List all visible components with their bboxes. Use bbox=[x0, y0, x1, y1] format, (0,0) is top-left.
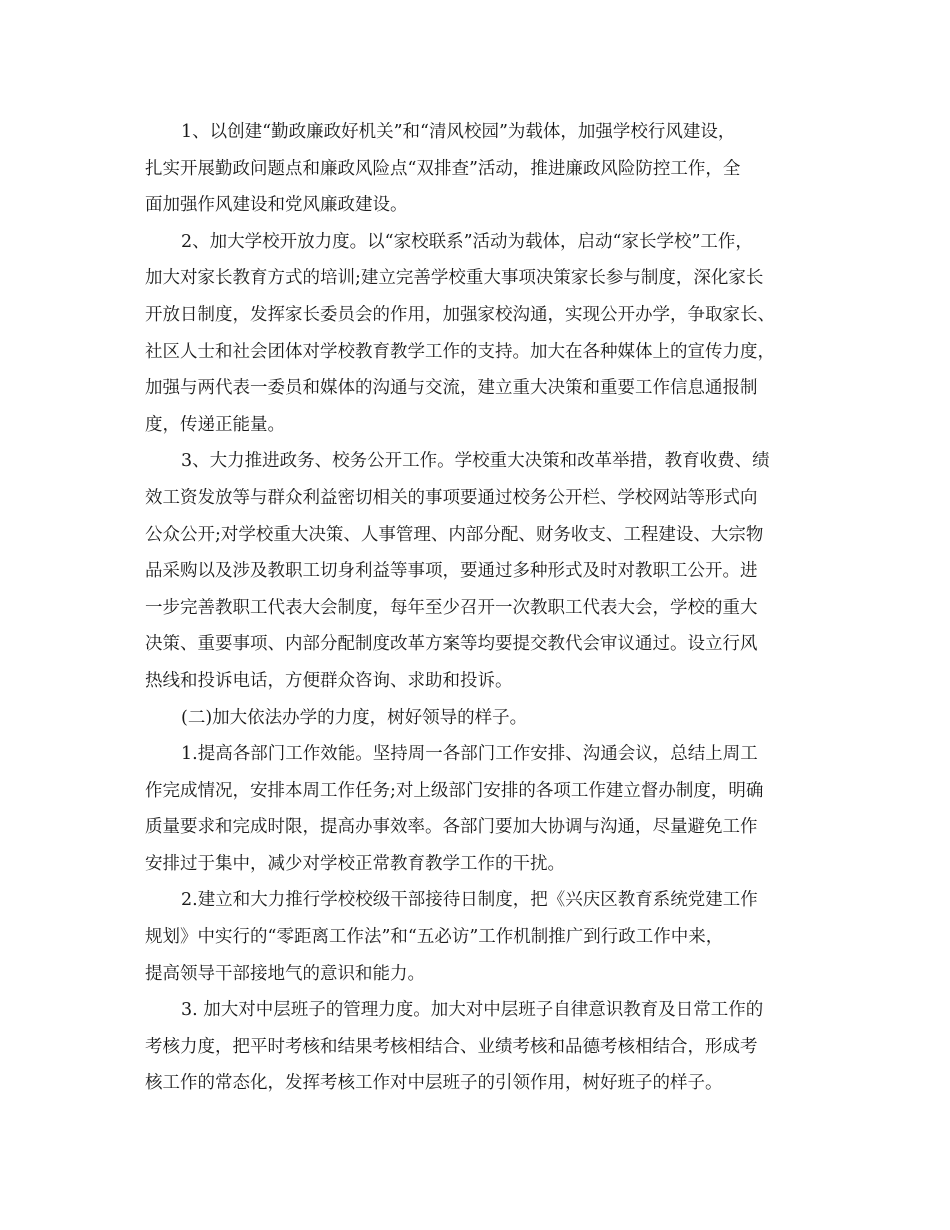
paragraph-line: 效工资发放等与群众利益密切相关的事项要通过校务公开栏、学校网站等形式向 bbox=[145, 487, 758, 508]
paragraph-line: 社区人士和社会团体对学校教育教学工作的支持。加大在各种媒体上的宣传力度， bbox=[145, 341, 775, 362]
paragraph-line: 面加强作风建设和党风廉政建设。 bbox=[145, 195, 408, 216]
paragraph-line: 作完成情况，安排本周工作任务;对上级部门安排的各项工作建立督办制度，明确 bbox=[145, 780, 764, 801]
paragraph-line: 度，传递正能量。 bbox=[145, 414, 285, 435]
section-heading bbox=[145, 700, 815, 737]
paragraph-line: 2、加大学校开放力度。以“家校联系”活动为载体，启动“家长学校”工作， bbox=[181, 231, 753, 252]
paragraph-line: 规划》中实行的“零距离工作法”和“五必访”工作机制推广到行政工作中来， bbox=[145, 927, 724, 948]
paragraph-line: 3. 加大对中层班子的管理力度。加大对中层班子自律意识教育及日常工作的 bbox=[181, 1000, 764, 1021]
paragraph-line: 扎实开展勤政问题点和廉政风险点“双排查”活动，推进廉政风险防控工作，全 bbox=[145, 158, 741, 179]
paragraph-3 bbox=[145, 443, 815, 699]
paragraph-5 bbox=[145, 736, 815, 882]
paragraph-line: 热线和投诉电话，方便群众咨询、求助和投诉。 bbox=[145, 670, 513, 691]
paragraph-line: 2.建立和大力推行学校校级干部接待日制度，把《兴庆区教育系统党建工作 bbox=[181, 890, 758, 911]
paragraph-line: 决策、重要事项、内部分配制度改革方案等均要提交教代会审议通过。设立行风 bbox=[145, 634, 758, 655]
paragraph-6 bbox=[145, 882, 815, 992]
paragraph-2 bbox=[145, 224, 815, 444]
paragraph-7 bbox=[145, 992, 815, 1102]
section-heading-text: (二)加大依法办学的力度，树好领导的样子。 bbox=[181, 707, 528, 728]
paragraph-line: 开放日制度，发挥家长委员会的作用，加强家校沟通，实现公开办学，争取家长、 bbox=[145, 304, 775, 325]
paragraph-line: 1、以创建“勤政廉政好机关”和“清风校园”为载体，加强学校行风建设， bbox=[181, 122, 736, 142]
paragraph-line: 质量要求和完成时限，提高办事效率。各部门要加大协调与沟通，尽量避免工作 bbox=[145, 817, 758, 838]
paragraph-line: 安排过于集中，减少对学校正常教育教学工作的干扰。 bbox=[145, 853, 565, 874]
paragraph-line: 加强与两代表一委员和媒体的沟通与交流，建立重大决策和重要工作信息通报制 bbox=[145, 378, 758, 399]
paragraph-line: 品采购以及涉及教职工切身利益等事项，要通过多种形式及时对教职工公开。进 bbox=[145, 561, 758, 582]
document-body bbox=[145, 114, 815, 1102]
paragraph-line: 公众公开;对学校重大决策、人事管理、内部分配、财务收支、工程建设、大宗物 bbox=[145, 524, 764, 545]
paragraph-line: 提高领导干部接地气的意识和能力。 bbox=[145, 963, 425, 984]
paragraph-line: 考核力度，把平时考核和结果考核相结合、业绩考核和品德考核相结合，形成考 bbox=[145, 1036, 758, 1057]
paragraph-line: 3、大力推进政务、校务公开工作。学校重大决策和改革举措，教育收费、绩 bbox=[181, 451, 770, 472]
paragraph-line: 加大对家长教育方式的培训;建立完善学校重大事项决策家长参与制度，深化家长 bbox=[145, 268, 764, 289]
paragraph-line: 一步完善教职工代表大会制度，每年至少召开一次教职工代表大会，学校的重大 bbox=[145, 597, 758, 618]
paragraph-1 bbox=[145, 114, 815, 224]
paragraph-line: 1.提高各部门工作效能。坚持周一各部门工作安排、沟通会议，总结上周工 bbox=[181, 744, 758, 765]
paragraph-line: 核工作的常态化，发挥考核工作对中层班子的引领作用，树好班子的样子。 bbox=[145, 1073, 723, 1094]
